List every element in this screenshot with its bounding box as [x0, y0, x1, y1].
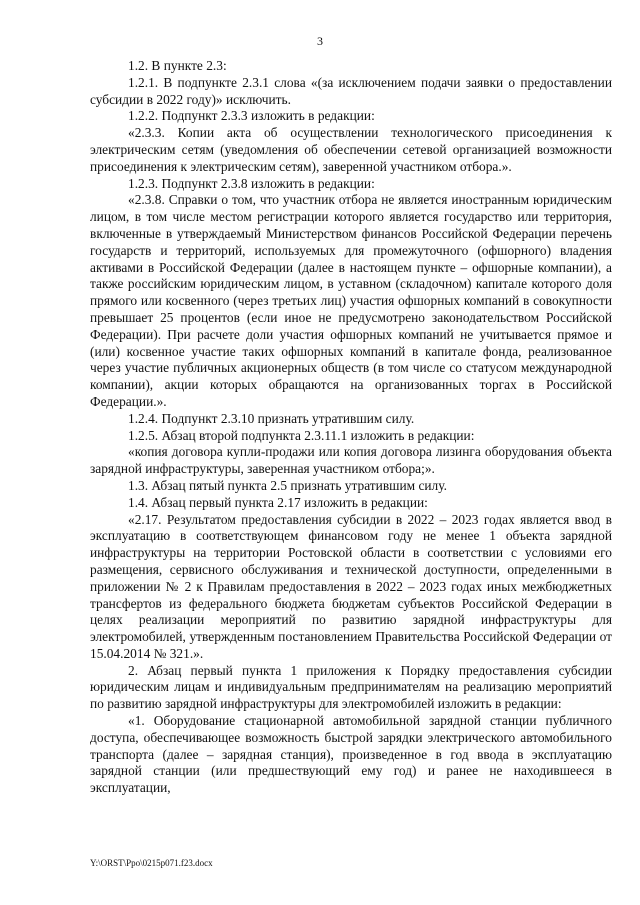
- file-path-footer: Y:\ORST\Ppo\0215p071.f23.docx: [90, 858, 213, 868]
- paragraph-1-2-4: 1.2.4. Подпункт 2.3.10 признать утратившим силу.: [128, 410, 415, 426]
- paragraph-1-2-3: 1.2.3. Подпункт 2.3.8 изложить в редакции:: [128, 175, 375, 191]
- quote-2-17: «2.17. Результатом предоставления субсидии в 2022 – 2023 годах является ввод в эксплуатацию в соответствующем финансовом году не менее 1 объекта зарядной инфраструктуры на территории Ростовской области в соответствии с условиями его размещения, сервисного обслуживания и технической доступности, определенными в приложении № 2 к Правилам предоставления в 2022 – 2023 годах иных межбюджетных трансфертов из федерального бюджета бюджетам субъектов Российской Федерации в целях реализации мероприятий по развитию зарядной инфраструктуры для электромобилей, утвержденным постановлением Правительства Российской Федерации от 15.04.2014 № 321.».: [90, 511, 612, 661]
- paragraph-1-4: 1.4. Абзац первый пункта 2.17 изложить в редакции:: [128, 494, 428, 510]
- quote-2-3-3: «2.3.3. Копии акта об осуществлении технологического присоединения к электрическим сетям (уведомления об обеспечении сетевой организацией возможности присоединения к электрическим сетям), заверенной участником отбора.».: [90, 125, 612, 174]
- quote-1-equipment: «1. Оборудование стационарной автомобильной зарядной станции публичного доступа, обеспечивающее возможность быстрой зарядки электрического автомобильного транспорта (далее – зарядная станция), произведенное в год ввода в эксплуатацию зарядной станции (или предшествующий ему год) и ранее не находившееся в эксплуатации,: [90, 713, 612, 796]
- page-number: 3: [317, 34, 323, 48]
- paragraph-1-3: 1.3. Абзац пятый пункта 2.5 признать утратившим силу.: [128, 477, 447, 493]
- document-body: [90, 58, 612, 797]
- quote-2-3-8: «2.3.8. Справки о том, что участник отбора не является иностранным юридическим лицом, в том числе местом регистрации которого является государство или территория, включенные в утверждаемый Министерством финансов Российской Федерации перечень государств и территорий, используемых для промежуточного (офшорного) владения активами в Российской Федерации (далее в настоящем пункте – офшорные компании), а также российским юридическим лицом, в уставном (складочном) капитале которого доля прямого или косвенного (через третьих лиц) участия офшорных компаний в совокупности превышает 25 процентов (если иное не предусмотрено законодательством Российской Федерации). При расчете доли участия офшорных компаний не учитывается прямое и (или) косвенное участие таких офшорных компаний в капитале фонда, реализованное через участие публичных акционерных обществ (в том числе со статусом международной компании), акции которых обращаются на организованных торгах в Российской Федерации.».: [90, 192, 612, 409]
- paragraph-1-2-2: 1.2.2. Подпункт 2.3.3 изложить в редакции:: [128, 108, 375, 124]
- paragraph-1-2: 1.2. В пункте 2.3:: [128, 58, 227, 73]
- paragraph-1-2-1: 1.2.1. В подпункте 2.3.1 слова «(за исключением подачи заявки о предоставлении субсидии в 2022 году)» исключить.: [90, 74, 612, 107]
- quote-contract-copy: «копия договора купли-продажи или копия договора лизинга оборудования объекта зарядной инфраструктуры, заверенная участником отбора;».: [90, 444, 612, 477]
- paragraph-2: 2. Абзац первый пункта 1 приложения к Порядку предоставления субсидии юридическим лицам и индивидуальным предпринимателям на реализацию мероприятий по развитию зарядной инфраструктуры для электромобилей изложить в редакции:: [90, 662, 612, 712]
- paragraph-1-2-5: 1.2.5. Абзац второй подпункта 2.3.11.1 изложить в редакции:: [128, 427, 475, 443]
